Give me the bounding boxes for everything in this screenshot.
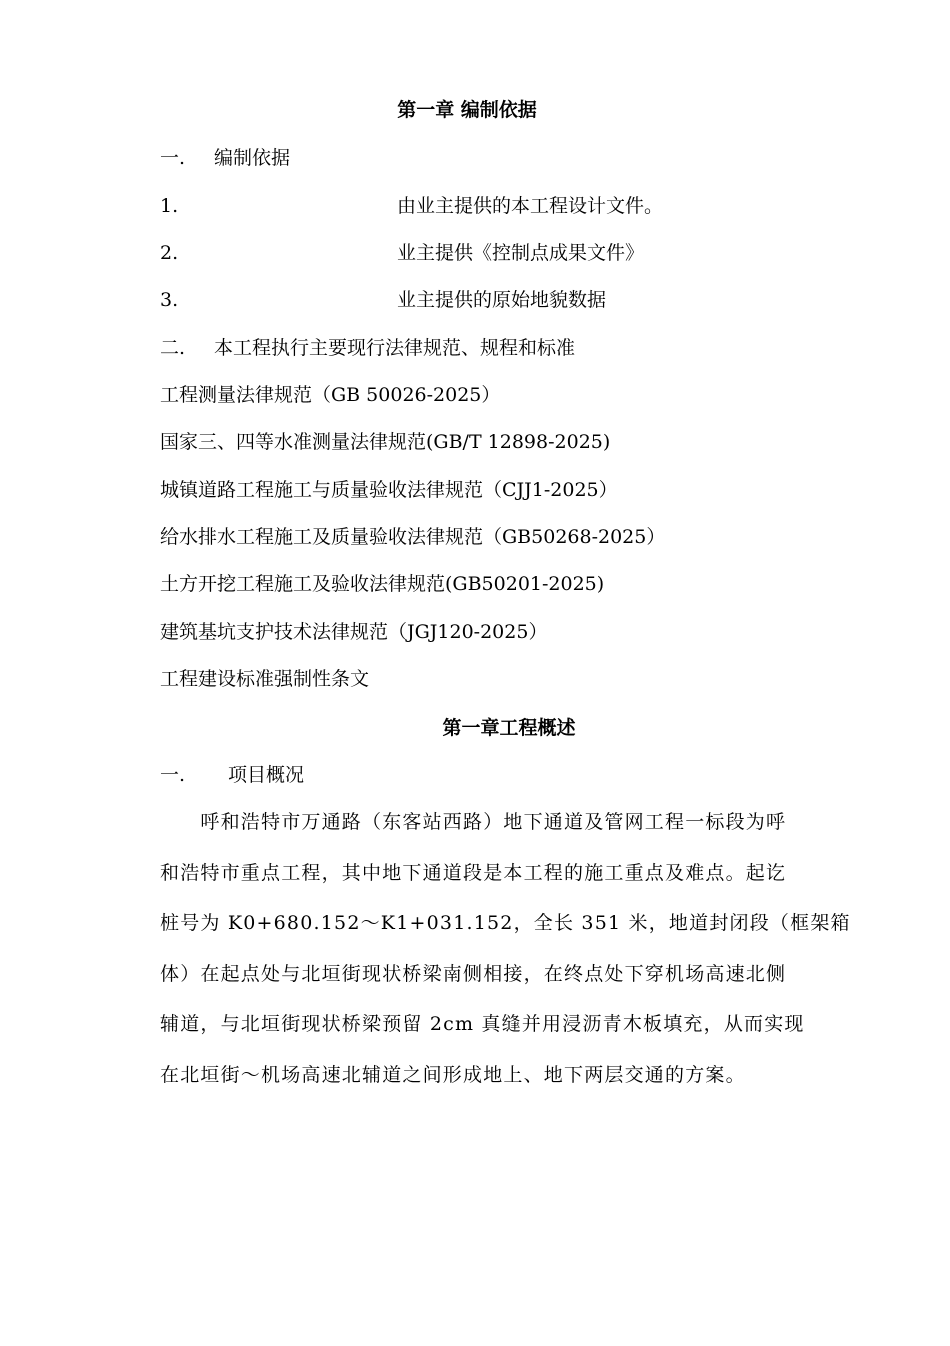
basis-item-1-number: 1.: [160, 195, 179, 217]
standard-item: 工程建设标准强制性条文: [160, 668, 370, 690]
basis-item-3-text: 业主提供的原始地貌数据: [397, 289, 607, 311]
standard-item: 城镇道路工程施工与质量验收法律规范（CJJ1-2025）: [160, 479, 618, 501]
standard-item: 国家三、四等水准测量法律规范(GB/T 12898-2025): [160, 431, 611, 453]
section-marker: 二.: [160, 337, 186, 359]
section-heading-basis: [160, 146, 290, 170]
basis-item-3-number: 3.: [160, 289, 179, 311]
section-title-text: 本工程执行主要现行法律规范、规程和标准: [214, 337, 576, 359]
project-overview-paragraph: [160, 797, 860, 1101]
standard-item: 建筑基坑支护技术法律规范（JGJ120-2025）: [160, 621, 548, 643]
paragraph-line: 在北垣街～机场高速北辅道之间形成地上、地下两层交通的方案。: [160, 1063, 746, 1086]
paragraph-line: 体）在起点处与北垣街现状桥梁南侧相接，在终点处下穿机场高速北侧: [160, 962, 787, 985]
paragraph-line: 辅道，与北垣街现状桥梁预留 2cm 真缝并用浸沥青木板填充，从而实现: [160, 1013, 805, 1036]
section-title-text: 编制依据: [214, 147, 291, 169]
paragraph-line: 呼和浩特市万通路（东客站西路）地下通道及管网工程一标段为呼: [160, 811, 787, 833]
section-marker: 一.: [160, 764, 186, 786]
chapter-title-basis: 第一章 编制依据: [397, 99, 537, 121]
basis-item-1-text: 由业主提供的本工程设计文件。: [397, 195, 664, 217]
section-heading-standards: [160, 336, 575, 360]
section-marker: 一.: [160, 147, 186, 169]
standard-item: 工程测量法律规范（GB 50026-2025）: [160, 384, 501, 406]
basis-item-2-text: 业主提供《控制点成果文件》: [397, 242, 645, 264]
paragraph-line: 和浩特市重点工程，其中地下通道段是本工程的施工重点及难点。起讫: [160, 861, 787, 884]
basis-item-2-number: 2.: [160, 242, 179, 264]
section-heading-project-overview: [160, 763, 304, 787]
section-title-text: 项目概况: [228, 764, 305, 786]
chapter-title-overview: 第一章工程概述: [442, 717, 576, 739]
standard-item: 土方开挖工程施工及验收法律规范(GB50201-2025): [160, 573, 605, 595]
paragraph-line: 桩号为 K0+680.152～K1+031.152，全长 351 米，地道封闭段（框架箱: [160, 912, 851, 935]
standard-item: 给水排水工程施工及质量验收法律规范（GB50268-2025）: [160, 526, 666, 548]
